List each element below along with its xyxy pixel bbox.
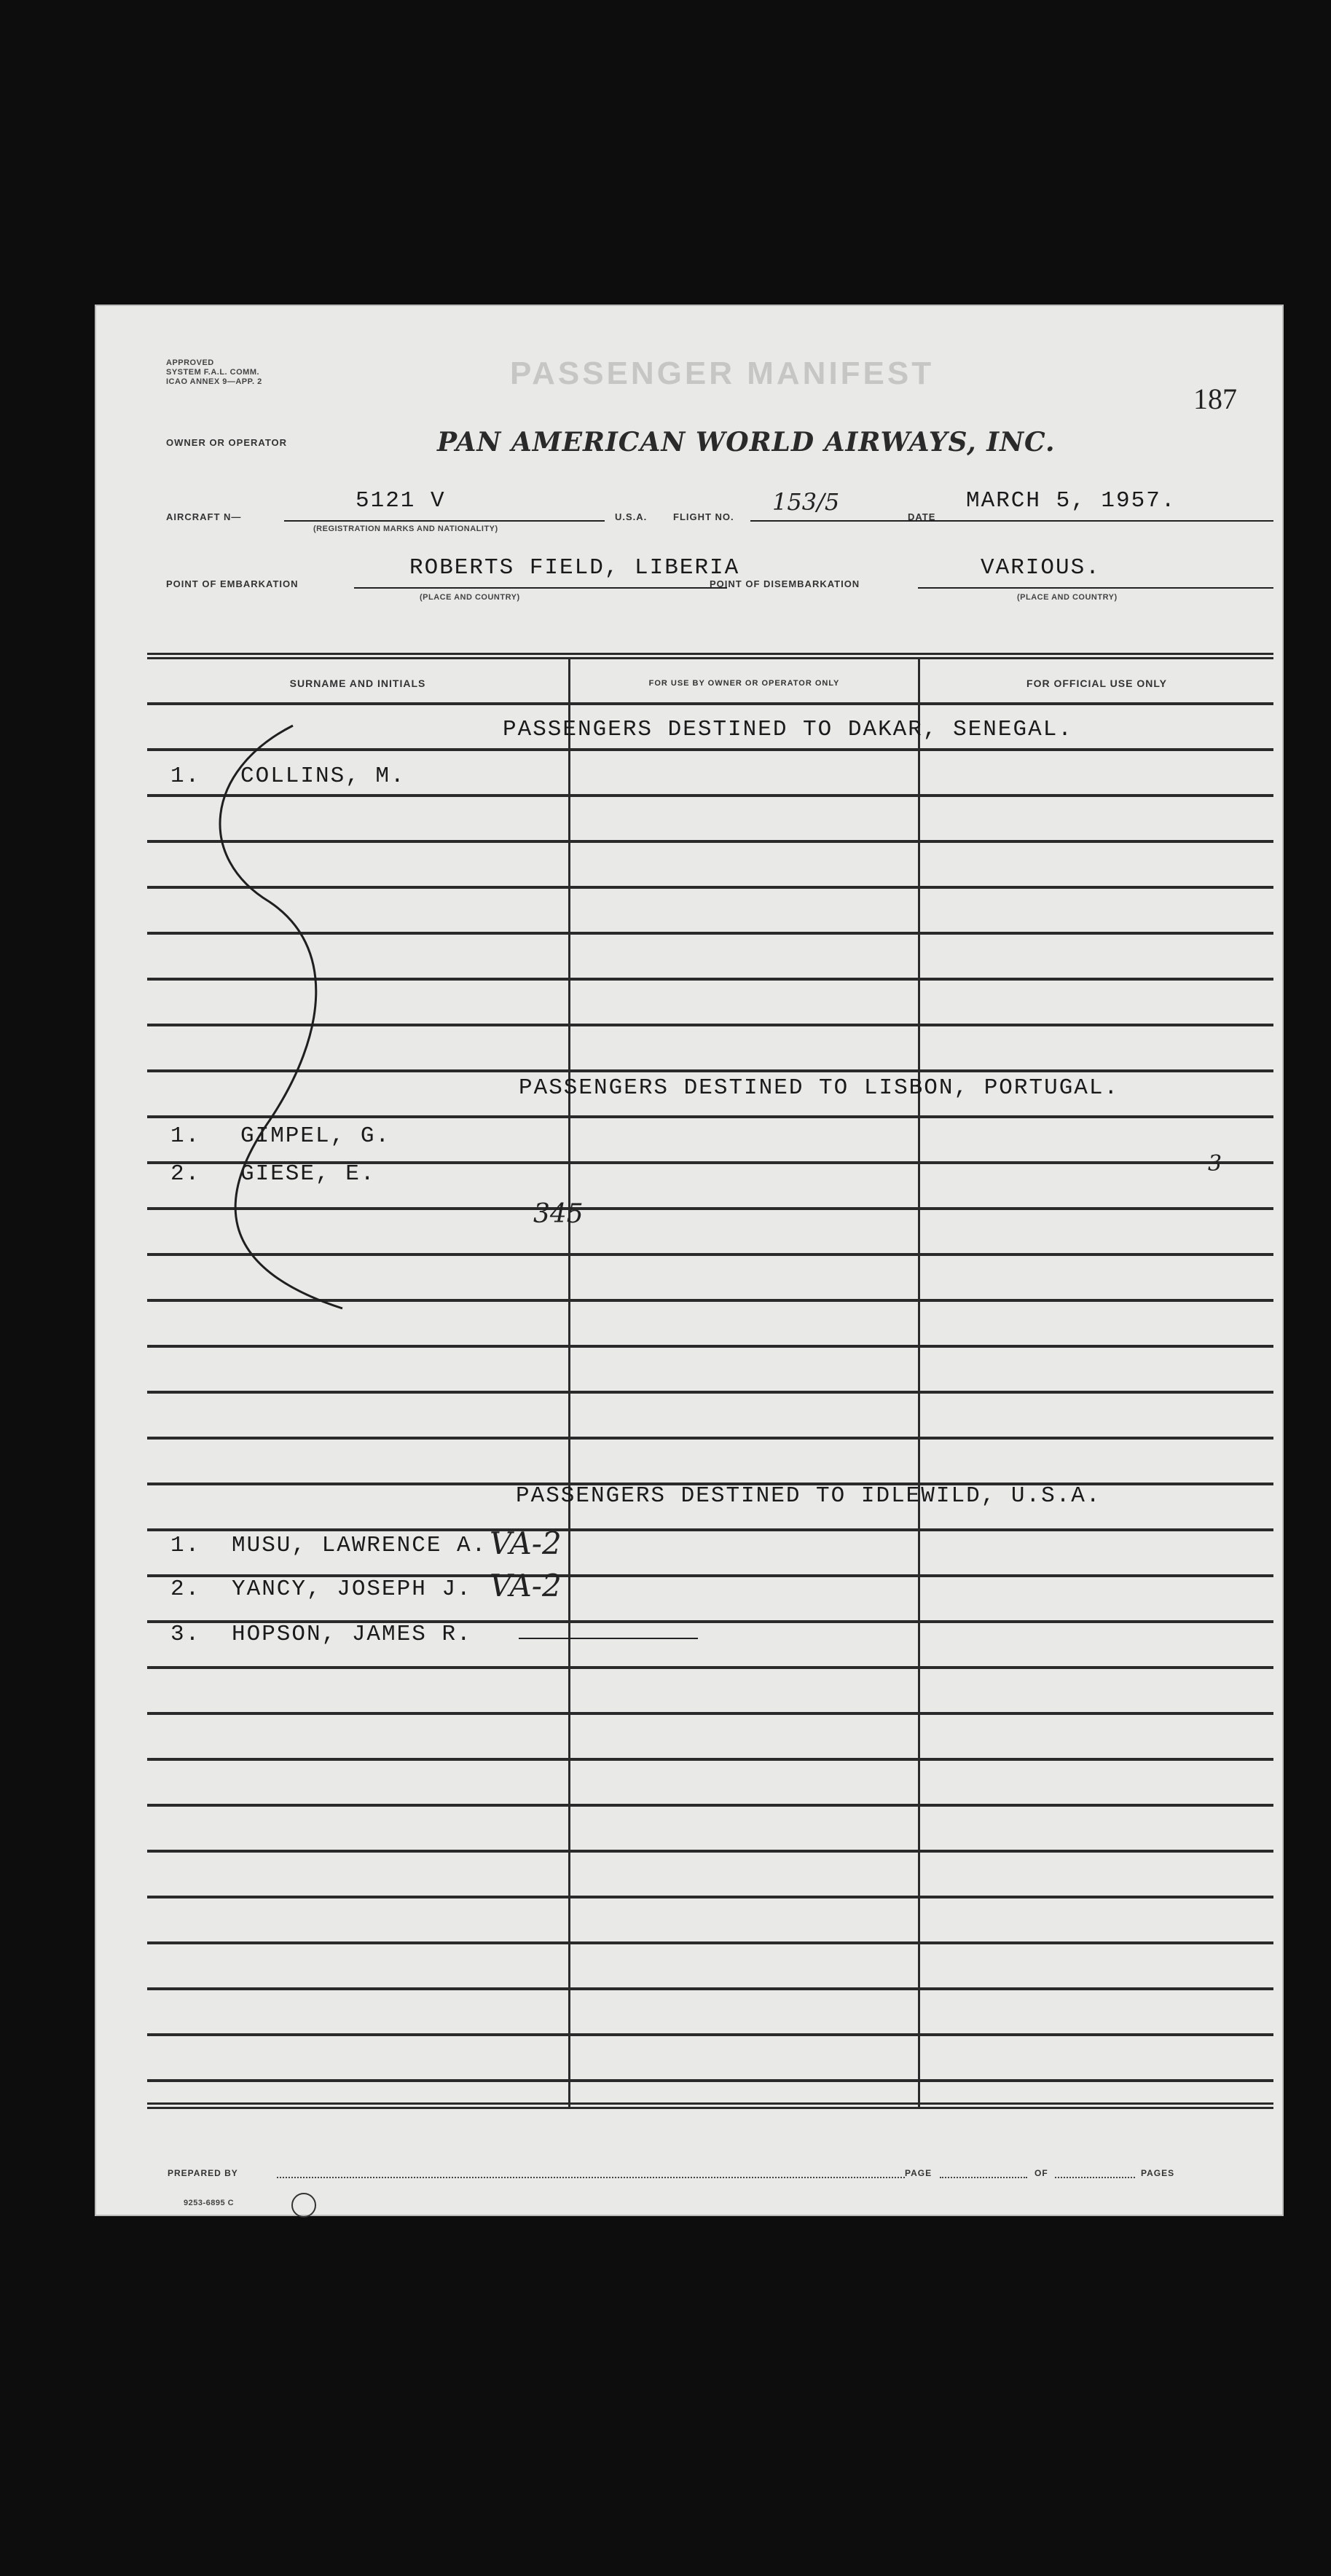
- disembarkation-value: VARIOUS.: [981, 555, 1101, 581]
- group-heading-dakar: PASSENGERS DESTINED TO DAKAR, SENEGAL.: [503, 717, 1073, 742]
- passenger-name: GIMPEL, G.: [240, 1123, 391, 1149]
- aircraft-note: (REGISTRATION MARKS AND NATIONALITY): [313, 525, 498, 533]
- passenger-number: 1.: [170, 1123, 201, 1149]
- of-label: OF: [1034, 2168, 1048, 2178]
- group-heading-idlewild: PASSENGERS DESTINED TO IDLEWILD, U.S.A.: [516, 1483, 1102, 1509]
- disembarkation-note: (PLACE AND COUNTRY): [1017, 593, 1118, 602]
- group-heading-lisbon: PASSENGERS DESTINED TO LISBON, PORTUGAL.: [519, 1075, 1120, 1101]
- owner-label: OWNER OR OPERATOR: [166, 437, 288, 448]
- page-title: PASSENGER MANIFEST: [510, 356, 935, 391]
- passenger-mark: VA-2: [490, 1525, 562, 1561]
- column-header: FOR OFFICIAL USE ONLY: [1026, 678, 1167, 689]
- prepared-by-line: [277, 2177, 905, 2178]
- flight-country: U.S.A.: [615, 511, 648, 522]
- passenger-number: 3.: [170, 1622, 201, 1647]
- page-line: [940, 2177, 1027, 2178]
- form-code: 9253-6895 C: [184, 2199, 235, 2207]
- passenger-name: COLLINS, M.: [240, 763, 406, 789]
- passenger-name: YANCY, JOSEPH J.: [232, 1576, 472, 1602]
- passenger-mark: VA-2: [490, 1568, 562, 1603]
- bracket-scribble: [95, 305, 1284, 2216]
- embarkation-label: POINT OF EMBARKATION: [166, 578, 299, 589]
- passenger-name: MUSU, LAWRENCE A.: [232, 1533, 487, 1558]
- manifest-page: [95, 305, 1284, 2216]
- passenger-number: 1.: [170, 1533, 201, 1558]
- aircraft-value: 5121 V: [356, 488, 446, 514]
- approval-line: SYSTEM F.A.L. COMM.: [166, 368, 260, 377]
- flight-label: FLIGHT NO.: [673, 511, 734, 522]
- approval-line: APPROVED: [166, 358, 214, 367]
- disembarkation-label: POINT OF DISEMBARKATION: [710, 578, 860, 589]
- passenger-name: HOPSON, JAMES R.: [232, 1622, 472, 1647]
- embarkation-value: ROBERTS FIELD, LIBERIA: [409, 555, 740, 581]
- handwritten-count: 345: [533, 1199, 584, 1229]
- column-header: SURNAME AND INITIALS: [289, 678, 426, 689]
- pages-label: PAGES: [1141, 2168, 1175, 2178]
- passenger-name: GIESE, E.: [240, 1161, 376, 1187]
- union-label-icon: [291, 2193, 316, 2218]
- handwritten-mark: 3: [1208, 1151, 1222, 1177]
- of-line: [1055, 2177, 1135, 2178]
- date-label: DATE: [908, 511, 936, 522]
- page-label: PAGE: [905, 2168, 933, 2178]
- column-header: FOR USE BY OWNER OR OPERATOR ONLY: [648, 679, 840, 688]
- embarkation-note: (PLACE AND COUNTRY): [420, 593, 520, 602]
- page-number: 187: [1193, 382, 1237, 415]
- passenger-number: 2.: [170, 1576, 201, 1602]
- passenger-number: 1.: [170, 763, 201, 789]
- owner-value: PAN AMERICAN WORLD AIRWAYS, INC.: [437, 427, 1056, 458]
- flight-value: 153/5: [772, 488, 840, 516]
- approval-line: ICAO ANNEX 9—APP. 2: [166, 377, 262, 386]
- prepared-by-label: PREPARED BY: [168, 2168, 238, 2178]
- passenger-number: 2.: [170, 1161, 201, 1187]
- aircraft-label: AIRCRAFT N—: [166, 511, 242, 522]
- date-value: MARCH 5, 1957.: [966, 488, 1177, 514]
